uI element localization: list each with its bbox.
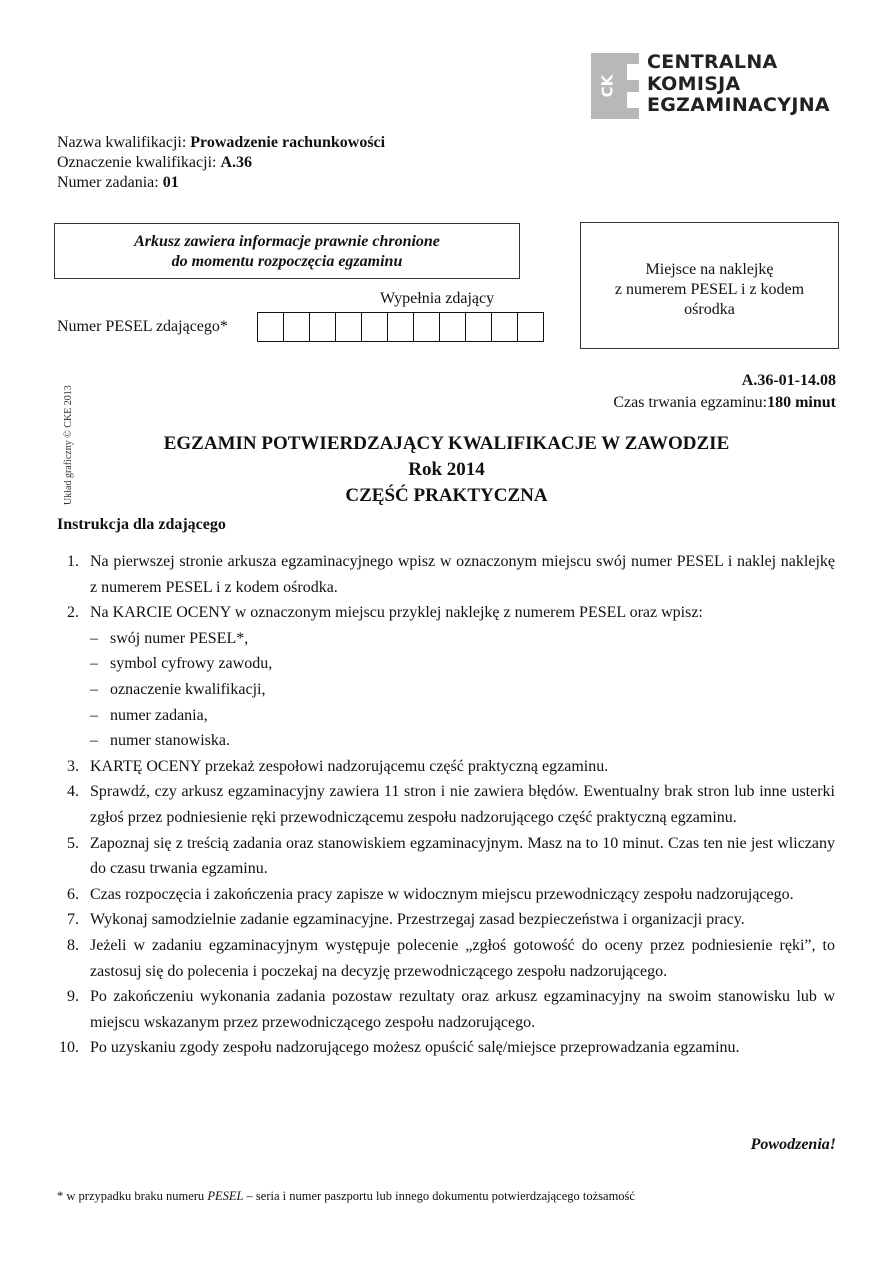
instruction-number: 5. — [67, 834, 79, 852]
task-number-row — [57, 173, 385, 193]
instruction-number: 1. — [67, 553, 79, 570]
good-luck-closing: Powodzenia! — [750, 1136, 836, 1153]
pesel-digit-box[interactable] — [492, 313, 518, 341]
instruction-item — [57, 549, 835, 600]
instruction-number: 8. — [67, 936, 79, 954]
instruction-item — [57, 1035, 835, 1061]
qualification-code: A.36 — [220, 154, 253, 171]
pesel-label: Numer PESEL zdającego* — [57, 318, 228, 335]
instructions-list — [57, 549, 835, 1061]
subitem-text: swój numer PESEL*, — [110, 629, 249, 647]
fill-note: Wypełnia zdający — [380, 290, 495, 307]
footnote-emphasis: PESEL — [207, 1189, 244, 1203]
instruction-item — [57, 984, 835, 1035]
sticker-line-1: Miejsce na naklejkę — [645, 261, 774, 278]
footnote-prefix: * w przypadku braku numeru — [57, 1189, 208, 1203]
instruction-item — [57, 600, 835, 626]
instruction-number: 9. — [67, 988, 79, 1006]
instruction-subitem: – numer stanowiska. — [57, 728, 835, 754]
instruction-item — [57, 831, 835, 882]
protected-info-notice — [54, 223, 520, 279]
instruction-number: 6. — [67, 885, 79, 903]
logo-line-1: CENTRALNA — [647, 51, 778, 73]
instruction-item — [57, 907, 835, 933]
instruction-number: 2. — [67, 604, 79, 622]
pesel-input[interactable] — [257, 312, 544, 342]
instruction-text: Na KARCIE OCENY w oznaczonym miejscu przyklej naklejkę z numerem PESEL oraz wpisz: — [90, 604, 703, 622]
subitem-text: numer zadania, — [110, 706, 208, 724]
qualification-info — [57, 133, 385, 193]
pesel-digit-box[interactable] — [414, 313, 440, 341]
pesel-digit-box[interactable] — [284, 313, 310, 341]
svg-text:CK: CK — [598, 74, 617, 98]
footnote-suffix: – seria i numer paszportu lub innego dokumentu potwierdzającego tożsamość — [243, 1189, 635, 1203]
instruction-item — [57, 779, 835, 830]
pesel-digit-box[interactable] — [388, 313, 414, 341]
subitem-text: symbol cyfrowy zawodu, — [110, 655, 273, 673]
instruction-text: Jeżeli w zadaniu egzaminacyjnym występuje polecenie „zgłoś gotowość do oceny przez podniesienie ręki”, to zastosuj się do polecenia i poczekaj na decyzję przewodniczącego zespołu nadzorującego. — [90, 936, 835, 980]
instruction-number: 4. — [67, 783, 79, 801]
pesel-digit-box[interactable] — [466, 313, 492, 341]
qualification-code-label: Oznaczenie kwalifikacji: — [57, 154, 217, 171]
pesel-digit-box[interactable] — [336, 313, 362, 341]
qualification-name-row — [57, 133, 385, 153]
instruction-text: Czas rozpoczęcia i zakończenia pracy zapisze w widocznym miejscu przewodniczący zespołu nadzorującego. — [90, 885, 794, 903]
instruction-text: Wykonaj samodzielnie zadanie egzaminacyjne. Przestrzegaj zasad bezpieczeństwa i organizacji pracy. — [90, 911, 745, 929]
instruction-text: Na pierwszej stronie arkusza egzaminacyjnego wpisz w oznaczonym miejscu swój numer PESEL i naklej naklejkę z numerem PESEL i z kodem ośrodka. — [90, 553, 835, 596]
instruction-number: 7. — [67, 911, 79, 929]
exam-duration — [613, 394, 836, 412]
qualification-name: Prowadzenie rachunkowości — [190, 134, 386, 151]
sticker-placeholder-box — [580, 222, 839, 349]
instruction-item — [57, 754, 835, 780]
duration-value: 180 minut — [767, 394, 836, 411]
duration-label: Czas trwania egzaminu: — [613, 394, 768, 411]
pesel-digit-box[interactable] — [440, 313, 466, 341]
qualification-code-row — [57, 153, 385, 173]
instruction-subitem: – numer zadania, — [57, 703, 835, 729]
sticker-line-2: z numerem PESEL i z kodem — [614, 281, 805, 298]
exam-title-line-1: EGZAMIN POTWIERDZAJĄCY KWALIFIKACJE W ZAWODZIE — [163, 433, 730, 454]
protected-notice-line-1: Arkusz zawiera informacje prawnie chronione — [134, 233, 440, 250]
instructions-heading: Instrukcja dla zdającego — [57, 516, 226, 533]
pesel-digit-box[interactable] — [310, 313, 336, 341]
instruction-item — [57, 933, 835, 984]
instruction-text: Zapoznaj się z treścią zadania oraz stanowiskiem egzaminacyjnym. Masz na to 10 minut. Czas ten nie jest wliczany do czasu trwania egzaminu. — [90, 834, 835, 878]
cke-logo — [591, 53, 841, 119]
pesel-digit-box[interactable] — [518, 313, 543, 341]
qualification-name-label: Nazwa kwalifikacji: — [57, 134, 187, 151]
instruction-text: Sprawdź, czy arkusz egzaminacyjny zawiera 11 stron i nie zawiera błędów. Ewentualny brak stron lub inne usterki zgłoś przez podniesienie ręki przewodniczącemu zespołu nadzorującego część praktyczną egzaminu. — [90, 783, 835, 826]
logo-line-3: EGZAMINACYJNA — [647, 94, 830, 116]
pesel-digit-box[interactable] — [362, 313, 388, 341]
exam-code: A.36-01-14.08 — [741, 372, 836, 389]
task-number-label: Numer zadania: — [57, 174, 159, 191]
protected-notice-line-2: do momentu rozpoczęcia egzaminu — [171, 253, 403, 270]
instruction-number: 10. — [59, 1039, 79, 1057]
instruction-subitem: – swój numer PESEL*, — [57, 626, 835, 652]
instruction-subitem: – oznaczenie kwalifikacji, — [57, 677, 835, 703]
instruction-item — [57, 882, 835, 908]
instruction-text: Po uzyskaniu zgody zespołu nadzorującego możesz opuścić salę/miejsce przeprowadzania egzaminu. — [90, 1039, 740, 1057]
task-number: 01 — [162, 174, 179, 191]
graphic-layout-credit: Układ graficzny © CKE 2013 — [63, 385, 74, 505]
exam-part: CZĘŚĆ PRAKTYCZNA — [345, 485, 548, 506]
instruction-number: 3. — [67, 757, 79, 775]
subitem-text: numer stanowiska. — [110, 732, 230, 750]
instruction-subitem: – symbol cyfrowy zawodu, — [57, 651, 835, 677]
exam-year: Rok 2014 — [408, 459, 485, 480]
subitem-text: oznaczenie kwalifikacji, — [110, 680, 266, 698]
logo-line-2: KOMISJA — [647, 72, 741, 95]
sticker-line-3: ośrodka — [684, 301, 735, 318]
cke-logo-text — [647, 52, 830, 117]
exam-title — [0, 431, 893, 509]
instruction-text: Po zakończeniu wykonania zadania pozostaw rezultaty oraz arkusz egzaminacyjny na swoim stanowisku lub w miejscu wskazanym przez przewodniczącego zespołu nadzorującego. — [90, 988, 835, 1031]
cke-logo-mark-icon — [591, 53, 639, 119]
instruction-text: KARTĘ OCENY przekaż zespołowi nadzorującemu część praktyczną egzaminu. — [90, 757, 609, 775]
pesel-footnote — [57, 1189, 635, 1204]
pesel-digit-box[interactable] — [258, 313, 284, 341]
